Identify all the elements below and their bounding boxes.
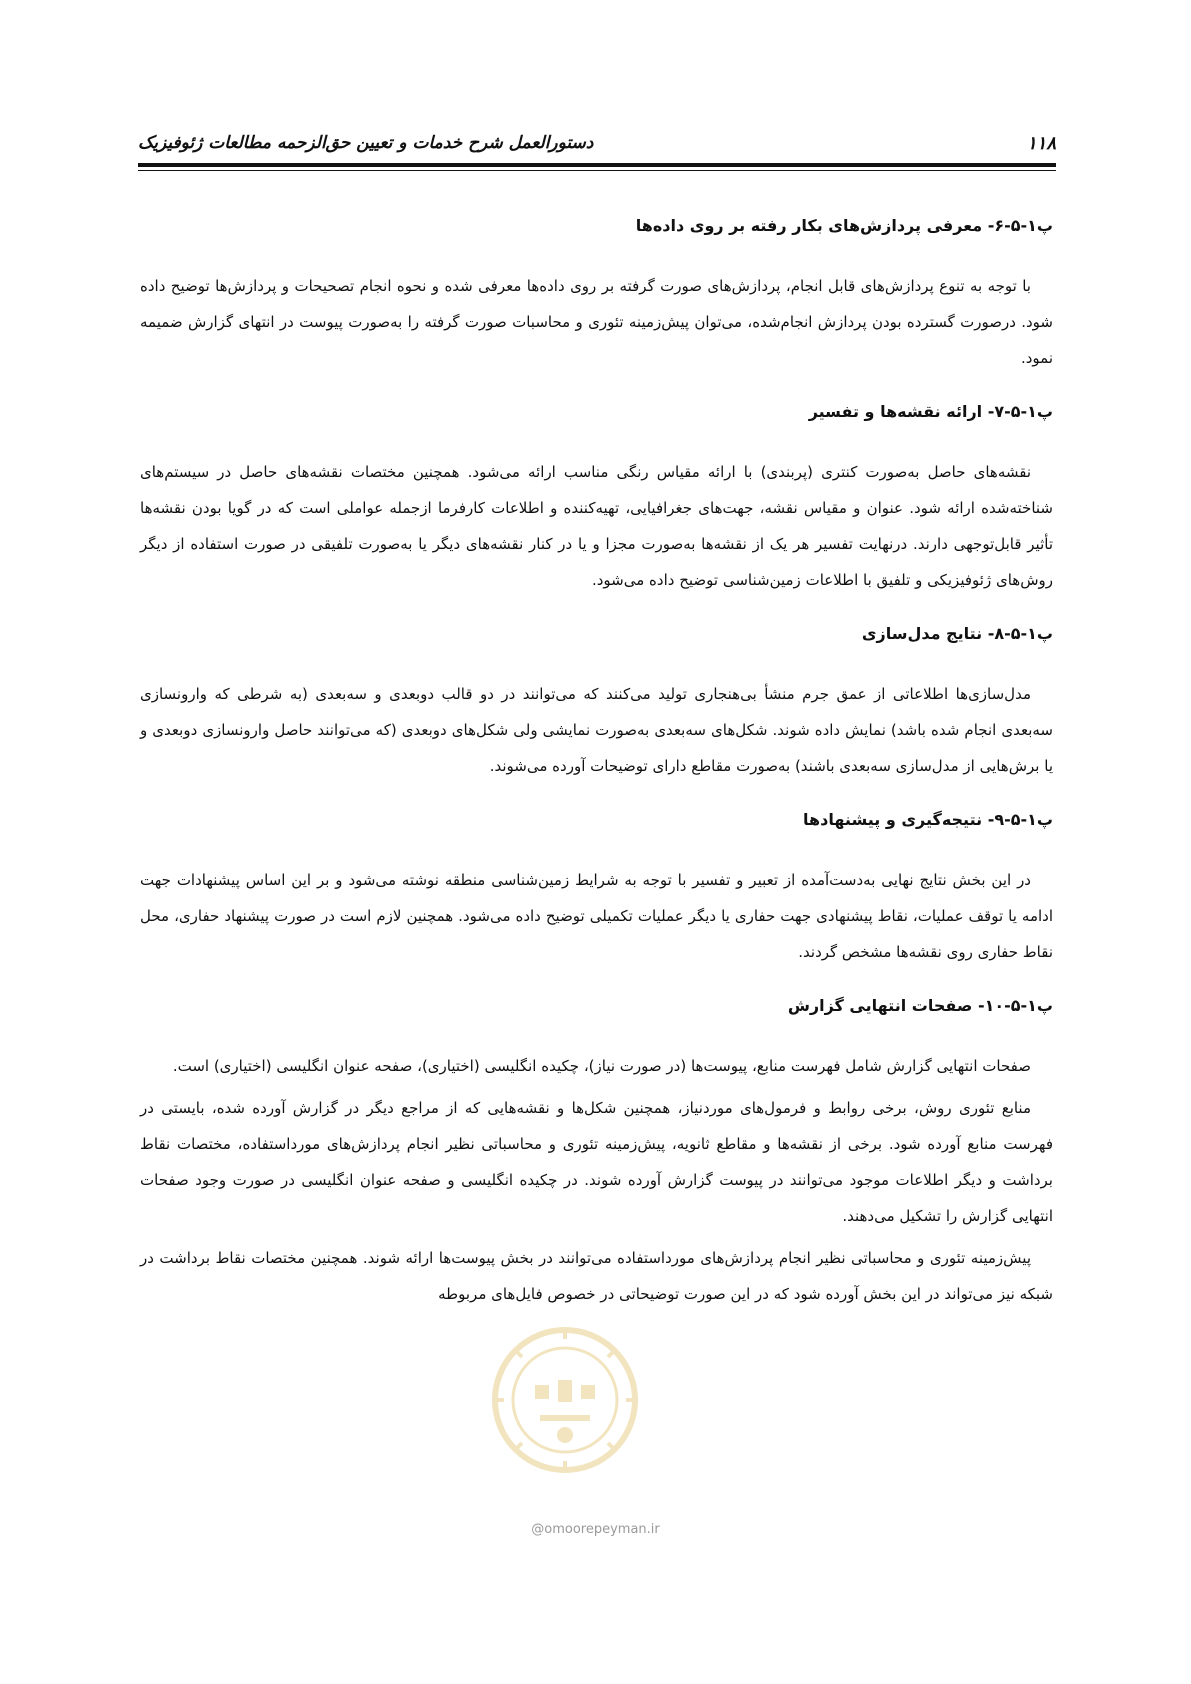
footer-watermark-text: @omoorepeyman.ir <box>531 1522 660 1537</box>
section-heading: پ۱-۵-۸- نتایج مدل‌سازی <box>861 624 1053 643</box>
paragraph: صفحات انتهایی گزارش شامل فهرست منابع، پیوست‌ها (در صورت نیاز)، چکیده انگلیسی (اختیاری)، صفحه عنوان انگلیسی (اختیاری) است. <box>172 1057 1031 1075</box>
section-heading: پ۱-۵-۶- معرفی پردازش‌های بکار رفته بر روی داده‌ها <box>635 216 1053 235</box>
page-header <box>138 128 1056 158</box>
paragraph: با توجه به تنوع پردازش‌های قابل انجام، پردازش‌های صورت گرفته بر روی داده‌ها معرفی شده و نحوه انجام تصحیحات و پردازش‌ها توضیح داده شود. درصورت گسترده بودن پردازش انجام‌شده، می‌توان پیش‌زمینه تئوری و محاسبات صورت گرفته را به‌صورت پیوست در انتهای گزارش ضمیمه نمود. <box>140 277 1053 367</box>
header-rule-thick <box>138 163 1056 167</box>
watermark-logo-icon <box>490 1325 640 1475</box>
paragraph: پیش‌زمینه تئوری و محاسباتی نظیر انجام پردازش‌های مورداستفاده می‌توانند در بخش پیوست‌ها ارائه شوند. همچنین مختصات نقاط برداشت در شبکه نیز می‌تواند در این بخش آورده شود که در این صورت توضیحاتی در خصوص فایل‌های مربوطه <box>140 1249 1053 1303</box>
paragraph: در این بخش نتایج نهایی به‌دست‌آمده از تعبیر و تفسیر با توجه به شرایط زمین‌شناسی منطقه نوشته می‌شود و بر این اساس پیشنهادات جهت ادامه یا توقف عملیات، نقاط پیشنهادی جهت حفاری یا دیگر عملیات تکمیلی توضیح داده می‌شود. همچنین لازم است در صورت پیشنهاد حفاری، محل نقاط حفاری روی نقشه‌ها مشخص گردند. <box>140 871 1053 961</box>
page-number: ۱۱۸ <box>1026 132 1056 154</box>
paragraph: نقشه‌های حاصل به‌صورت کنتری (پربندی) با ارائه مقیاس رنگی مناسب ارائه می‌شود. همچنین مختصات نقشه‌های حاصل در سیستم‌های شناخته‌شده ارائه شود. عنوان و مقیاس نقشه، جهت‌های جغرافیایی، تهیه‌کننده و اطلاعات کارفرما ازجمله عواملی است که در گویا بودن نقشه‌ها تأثیر قابل‌توجهی دارند. درنهایت تفسیر هر یک از نقشه‌ها به‌صورت مجزا و یا در کنار نقشه‌های دیگر یا به‌صورت تلفیقی در صورت استفاده از دیگر روش‌های ژئوفیزیکی و تلفیق با اطلاعات زمین‌شناسی توضیح داده می‌شود. <box>140 463 1053 589</box>
header-rule-thin <box>138 170 1056 171</box>
page-body <box>140 212 1053 1318</box>
section-heading: پ۱-۵-۷- ارائه نقشه‌ها و تفسیر <box>808 402 1053 421</box>
section-heading: پ۱-۵-۱۰- صفحات انتهایی گزارش <box>787 996 1053 1015</box>
paragraph: منابع تئوری روش، برخی روابط و فرمول‌های موردنیاز، همچنین شکل‌ها و نقشه‌هایی که از مراجع دیگر در گزارش آورده شده، بایستی در فهرست منابع آورده شود. برخی از نقشه‌ها و مقاطع ثانویه، پیش‌زمینه تئوری و محاسباتی نظیر انجام پردازش‌های مورداستفاده، مختصات نقاط برداشت و دیگر اطلاعات موجود می‌توانند در پیوست گزارش آورده شوند. در چکیده انگلیسی و صفحه عنوان انگلیسی در صورت وجود صفحات انتهایی گزارش را تشکیل می‌دهند. <box>140 1099 1053 1225</box>
section-heading: پ۱-۵-۹- نتیجه‌گیری و پیشنهادها <box>803 810 1053 829</box>
paragraph: مدل‌سازی‌ها اطلاعاتی از عمق جرم منشأ بی‌هنجاری تولید می‌کنند که می‌توانند در دو قالب دوبعدی و سه‌بعدی (به شرطی که وارونسازی سه‌بعدی انجام شده باشد) نمایش داده شوند. شکل‌های سه‌بعدی به‌صورت نمایشی ولی شکل‌های دوبعدی (که می‌توانند حاصل وارونسازی دوبعدی و یا برش‌هایی از مدل‌سازی سه‌بعدی باشند) به‌صورت مقاطع دارای توضیحات آورده می‌شوند. <box>140 685 1053 775</box>
running-title: دستورالعمل شرح خدمات و تعیین حق‌الزحمه مطالعات ژئوفیزیک <box>138 133 594 153</box>
